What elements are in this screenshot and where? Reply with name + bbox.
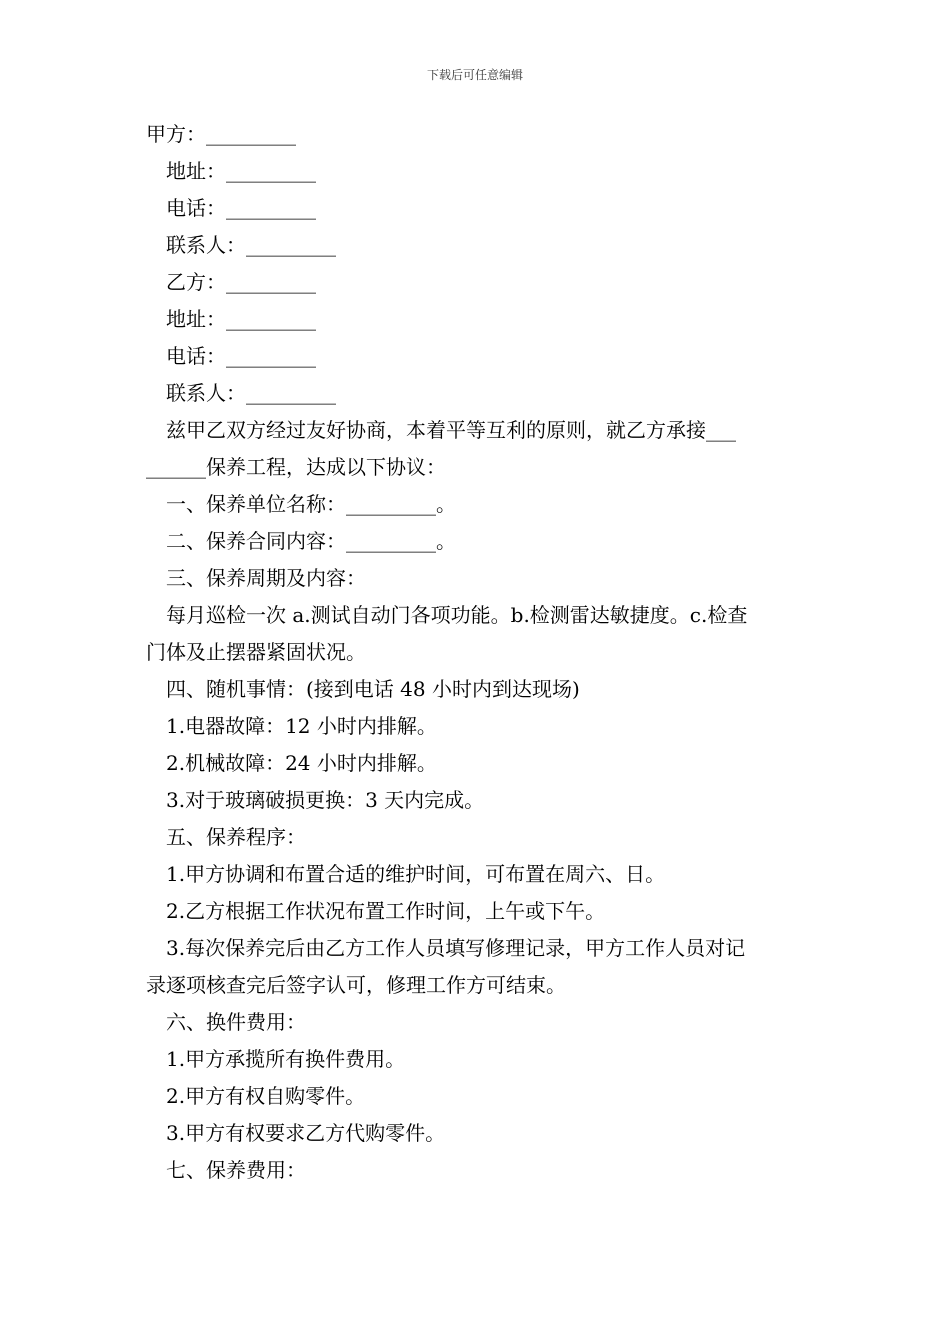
- clause-6-item-3: 3.甲方有权要求乙方代购零件。: [166, 1121, 446, 1145]
- intro-line-1: 兹甲乙双方经过友好协商，本着平等互利的原则，就乙方承接___: [166, 418, 736, 442]
- clause-5-item-3-line-2: 录逐项核查完后签字认可，修理工作方可结束。: [146, 973, 566, 997]
- party-b-phone-line: 电话：_________: [166, 344, 316, 368]
- party-b-contact-line: 联系人：_________: [166, 381, 336, 405]
- clause-4-item-1: 1.电器故障：12 小时内排解。: [166, 714, 437, 738]
- intro-line-2: ______保养工程，达成以下协议：: [146, 455, 446, 479]
- clause-6-item-2: 2.甲方有权自购零件。: [166, 1084, 366, 1108]
- clause-3-text-2: 门体及止摆器紧固状况。: [146, 640, 366, 664]
- clause-7-heading: 七、保养费用：: [166, 1158, 306, 1182]
- clause-4-item-3: 3.对于玻璃破损更换：3 天内完成。: [166, 788, 485, 812]
- clause-5-item-1: 1.甲方协调和布置合适的维护时间，可布置在周六、日。: [166, 862, 666, 886]
- document-body: [146, 116, 810, 1189]
- clause-1: 一、保养单位名称：_________。: [166, 492, 456, 516]
- party-a-contact-line: 联系人：_________: [166, 233, 336, 257]
- clause-5-heading: 五、保养程序：: [166, 825, 306, 849]
- clause-6-item-1: 1.甲方承揽所有换件费用。: [166, 1047, 406, 1071]
- clause-2: 二、保养合同内容：_________。: [166, 529, 456, 553]
- page-header: 下载后可任意编辑: [426, 68, 523, 82]
- party-b-line: 乙方：_________: [166, 270, 316, 294]
- clause-3-heading: 三、保养周期及内容：: [166, 566, 366, 590]
- party-b-address-line: 地址：_________: [166, 307, 316, 331]
- party-a-line: 甲方：_________: [146, 122, 296, 146]
- clause-6-heading: 六、换件费用：: [166, 1010, 306, 1034]
- party-a-address-line: 地址：_________: [166, 159, 316, 183]
- clause-5-item-3-line-1: 3.每次保养完后由乙方工作人员填写修理记录，甲方工作人员对记: [166, 936, 746, 960]
- clause-3-text-1: 每月巡检一次 a.测试自动门各项功能。b.检测雷达敏捷度。c.检查: [166, 603, 748, 627]
- clause-4-item-2: 2.机械故障：24 小时内排解。: [166, 751, 437, 775]
- party-a-phone-line: 电话：_________: [166, 196, 316, 220]
- clause-4-heading: 四、随机事情：(接到电话 48 小时内到达现场): [166, 677, 580, 701]
- clause-5-item-2: 2.乙方根据工作状况布置工作时间，上午或下午。: [166, 899, 606, 923]
